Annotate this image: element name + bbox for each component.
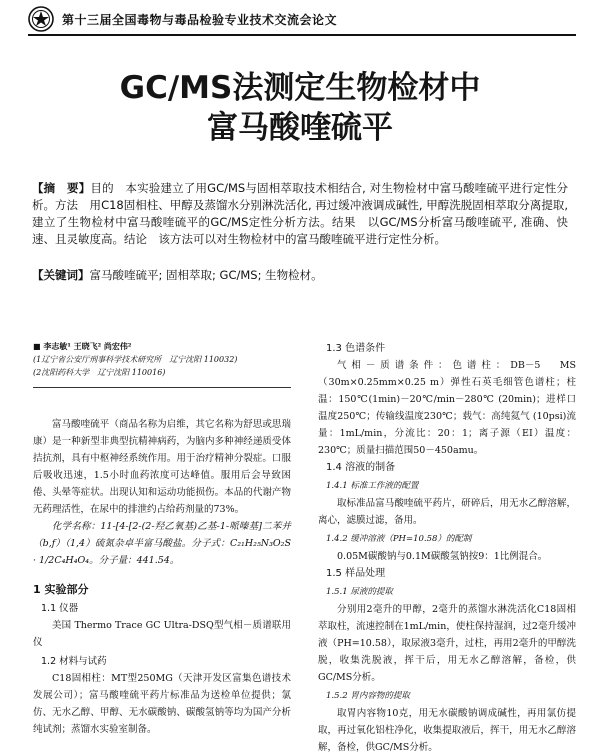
section-1-4-2-text: 0.05M碳酸钠与0.1M碳酸氢钠按9：1比例混合。 — [337, 551, 548, 562]
paper-title — [0, 68, 600, 148]
section-1-1-heading: 1.1 仪器 — [41, 603, 79, 614]
section-1-4-1-heading: 1.4.1 标准工作液的配置 — [326, 481, 419, 491]
title-line-2: 富马酸喹硫平 — [207, 110, 393, 146]
abstract-label: 【摘 要】 — [32, 181, 91, 195]
section-1-3-text: 气相－质谱条件：色谱柱：DB－5 MS（30m×0.25mm×0.25 m）弹性石英毛细管色谱柱；柱温：150℃(1min)－20℃/min－280℃ (20min)；进样口温度250℃；传输线温度230℃；载气：高纯氦气 (10psi)流量：1mL/min，分流比：20：1；离子源（EI）温度：230℃；质量扫描范围50－450amu。 — [318, 360, 576, 456]
conference-title: 第十三届全国毒物与毒品检验专业技术交流会论文 — [62, 12, 338, 27]
author-names: ■ 李志敏¹ 王晓飞² 尚宏伟² — [33, 341, 132, 351]
chemical-name-paragraph: 化学名称：11-[4-[2-(2-羟乙氧基)乙基-1-哌嗪基]二苯并（b,f）（1,4）硫氮杂卓半富马酸盐。分子式：C₂₁H₂₅N₃O₂S · 1/2C₄H₄O₄。分子量：441.54。 — [33, 521, 291, 566]
section-1-4-heading: 1.4 溶液的制备 — [326, 462, 396, 473]
keywords-text: 富马酸喹硫平; 固相萃取; GC/MS; 生物检材。 — [89, 268, 323, 282]
abstract — [32, 180, 568, 248]
title-line-1: GC/MS法测定生物检材中 — [119, 70, 481, 106]
section-1-1-text: 美国 Thermo Trace GC Ultra-DSQ型气相－质谱联用仪 — [33, 620, 291, 648]
intro-paragraph: 富马酸喹硫平（商品名称为启维，其它名称为舒思或思瑞康）是一种新型非典型抗精神病药，为脑内多种神经递质受体拮抗剂，具有中枢神经系统作用。用于治疗精神分裂症。口服后吸收迅速，1.5小时血药浓度可达峰值。服用后会导致困倦、头晕等症状。出现认知和运动功能损伤。本品的代谢产物无药理活性，在尿中的排泄约占给药剂量的73%。 — [33, 419, 291, 515]
section-1-5-1-heading: 1.5.1 尿液的提取 — [326, 587, 393, 597]
section-1-2-text: C18固相柱：MT型250MG（天津开发区富集色谱技术发展公司）；富马酸喹硫平药片标准品为送检单位提供；氯仿、无水乙醇、甲醇、无水碳酸钠、碳酸氢钠等均为国产分析纯试剂；蒸馏水实验室制备。 — [33, 673, 291, 735]
right-column — [318, 340, 576, 756]
running-header — [28, 4, 576, 36]
section-1-2-heading: 1.2 材料与试药 — [41, 656, 107, 667]
section-1-heading: 1 实验部分 — [33, 583, 89, 596]
section-1-5-heading: 1.5 样品处理 — [326, 568, 386, 579]
section-1-3-heading: 1.3 色谱条件 — [326, 343, 386, 354]
conference-emblem-icon — [28, 6, 54, 32]
affiliation-2: (2沈阳药科大学 辽宁沈阳 110016) — [33, 368, 166, 377]
affiliation-1: (1辽宁省公安厅刑事科学技术研究所 辽宁沈阳 110032) — [33, 355, 238, 364]
author-block — [33, 340, 291, 388]
section-1-5-2-heading: 1.5.2 胃内容物的提取 — [326, 691, 410, 701]
section-1-5-2-text: 取胃内容物10克，用无水碳酸钠调成碱性，再用氯仿提取，再过氧化铝柱净化，收集提取液后，挥干，用无水乙醇溶解，备检，供GC/MS分析。 — [318, 708, 576, 753]
section-1-4-1-text: 取标准品富马酸喹硫平药片，研碎后，用无水乙醇溶解，离心，滤膜过滤，备用。 — [318, 498, 576, 526]
keywords-label: 【关键词】 — [32, 268, 90, 282]
left-column — [33, 340, 291, 738]
abstract-text: 目的 本实验建立了用GC/MS与固相萃取技术相结合, 对生物检材中富马酸喹硫平进行定性分析。方法 用C18固相柱、甲醇及蒸馏水分别淋洗活化, 再过缓冲液调成碱性, 甲醇洗脱固相萃取分离提取, 建立了生物检材中富马酸喹硫平的GC/MS定性分析方法。结果 以GC/MS分析富马酸喹硫平, 准确、快速、且灵敏度高。结论 该方法可以对生物检材中的富马酸喹硫平进行定性分析。 — [32, 181, 568, 246]
section-1-5-1-text: 分别用2毫升的甲醇，2毫升的蒸馏水淋洗活化C18固相萃取柱，流速控制在1mL/min，使柱保持湿润，过2毫升缓冲液（PH=10.58），取尿液3毫升，过柱，再用2毫升的甲醇洗脱，收集洗脱液，挥干后，用无水乙醇溶解，备检，供GC/MS分析。 — [318, 604, 576, 683]
section-1-4-2-heading: 1.4.2 缓冲溶液（PH=10.58）的配制 — [326, 534, 472, 544]
keywords — [32, 267, 568, 284]
